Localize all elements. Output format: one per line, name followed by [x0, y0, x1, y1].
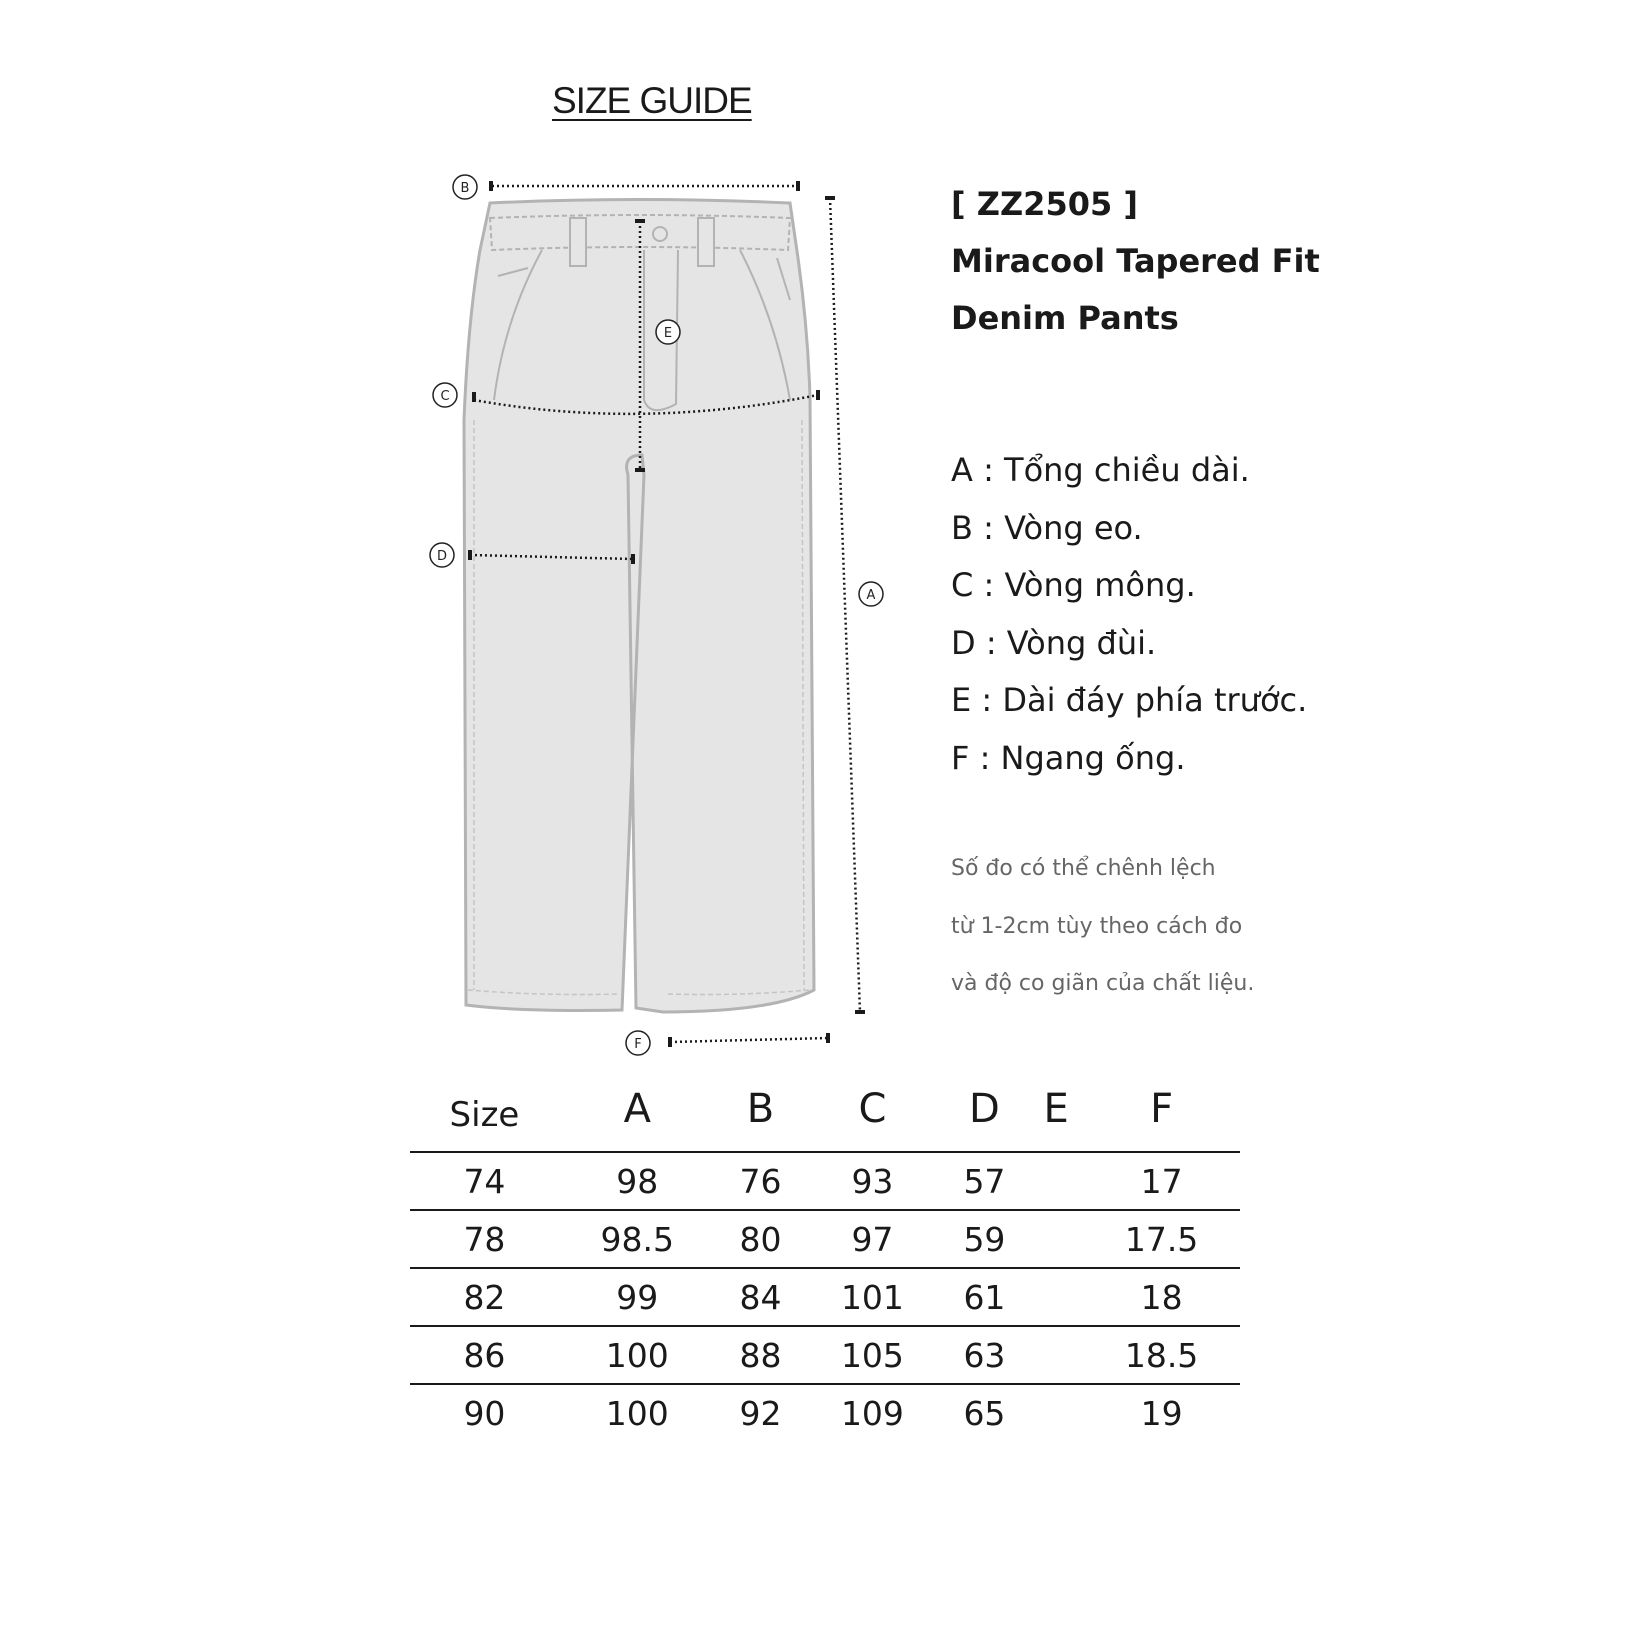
measure-b [453, 175, 800, 199]
table-cell: 84 [716, 1268, 806, 1326]
table-cell: 101 [805, 1268, 939, 1326]
table-cell [1029, 1326, 1083, 1384]
table-cell: 99 [559, 1268, 716, 1326]
table-cell: 18 [1083, 1268, 1240, 1326]
col-header-size: Size [410, 1066, 559, 1152]
table-cell: 76 [716, 1152, 806, 1210]
table-cell: 92 [739, 1393, 782, 1433]
product-name-line1: Miracool Tapered Fit [951, 242, 1320, 280]
table-cell: 18.5 [1083, 1326, 1240, 1384]
col-header-e: E [1029, 1066, 1083, 1152]
col-header-c: C [805, 1066, 939, 1152]
measurement-note [951, 840, 1254, 1013]
marker-d-label: D [436, 549, 448, 564]
table-cell: 80 [716, 1210, 806, 1268]
legend-item-a: A : Tổng chiều dài. [951, 451, 1250, 489]
marker-f-label: F [634, 1037, 642, 1052]
table-cell: 78 [410, 1210, 559, 1268]
table-row [410, 1326, 1240, 1384]
table-cell: 82 [410, 1268, 559, 1326]
table-cell: 57 [940, 1152, 1030, 1210]
col-header-b: B [716, 1066, 806, 1152]
table-row [410, 1152, 1240, 1210]
legend-item-b: B : Vòng eo. [951, 508, 1143, 547]
legend-item-c: C : Vòng mông. [951, 566, 1196, 604]
col-header-d: D [940, 1066, 1030, 1152]
table-cell [1029, 1384, 1083, 1441]
table-cell: 100 [559, 1326, 716, 1384]
table-row [410, 1210, 1240, 1268]
legend-item-d: D : Vòng đùi. [951, 623, 1157, 662]
marker-b-label: B [460, 181, 470, 196]
measurement-legend [951, 442, 1307, 787]
marker-c-label: C [440, 389, 450, 404]
col-header-a: A [559, 1066, 716, 1152]
table-cell: 19 [1140, 1393, 1183, 1433]
note-line-1: Số đo có thể chênh lệch [951, 856, 1216, 881]
table-row [410, 1384, 1240, 1441]
table-cell [1029, 1268, 1083, 1326]
note-line-3: và độ co giãn của chất liệu. [951, 971, 1255, 996]
table-row [410, 1268, 1240, 1326]
table-cell: 88 [716, 1326, 806, 1384]
table-cell: 59 [940, 1210, 1030, 1268]
table-cell: 100 [605, 1393, 669, 1433]
product-name-line2: Denim Pants [951, 299, 1179, 337]
table-cell: 93 [805, 1152, 939, 1210]
table-cell: 90 [463, 1393, 506, 1433]
table-cell [1029, 1210, 1083, 1268]
table-cell: 61 [940, 1268, 1030, 1326]
table-cell: 17.5 [1083, 1210, 1240, 1268]
measure-a [825, 196, 883, 1014]
table-cell: 17 [1083, 1152, 1240, 1210]
measure-f [626, 1031, 830, 1055]
table-cell: 98.5 [559, 1210, 716, 1268]
note-line-2: từ 1-2cm tùy theo cách đo [951, 913, 1243, 939]
marker-e-label: E [663, 326, 673, 341]
size-table [410, 1066, 1240, 1441]
table-cell: 97 [805, 1210, 939, 1268]
legend-item-f: F : Ngang ống. [951, 738, 1186, 777]
legend-item-e: E : Dài đáy phía trước. [951, 681, 1308, 719]
table-cell: 65 [963, 1393, 1006, 1433]
table-cell: 105 [805, 1326, 939, 1384]
product-info [951, 176, 1320, 347]
table-cell: 109 [840, 1393, 904, 1433]
table-cell: 74 [410, 1152, 559, 1210]
page-title: SIZE GUIDE [552, 80, 752, 121]
col-header-f: F [1083, 1066, 1240, 1152]
table-cell: 98 [559, 1152, 716, 1210]
table-cell: 63 [940, 1326, 1030, 1384]
table-header-row [410, 1066, 1240, 1152]
table-cell: 86 [410, 1326, 559, 1384]
marker-a-label: A [866, 588, 876, 603]
product-code: [ ZZ2505 ] [951, 185, 1138, 223]
table-cell [1029, 1152, 1083, 1210]
